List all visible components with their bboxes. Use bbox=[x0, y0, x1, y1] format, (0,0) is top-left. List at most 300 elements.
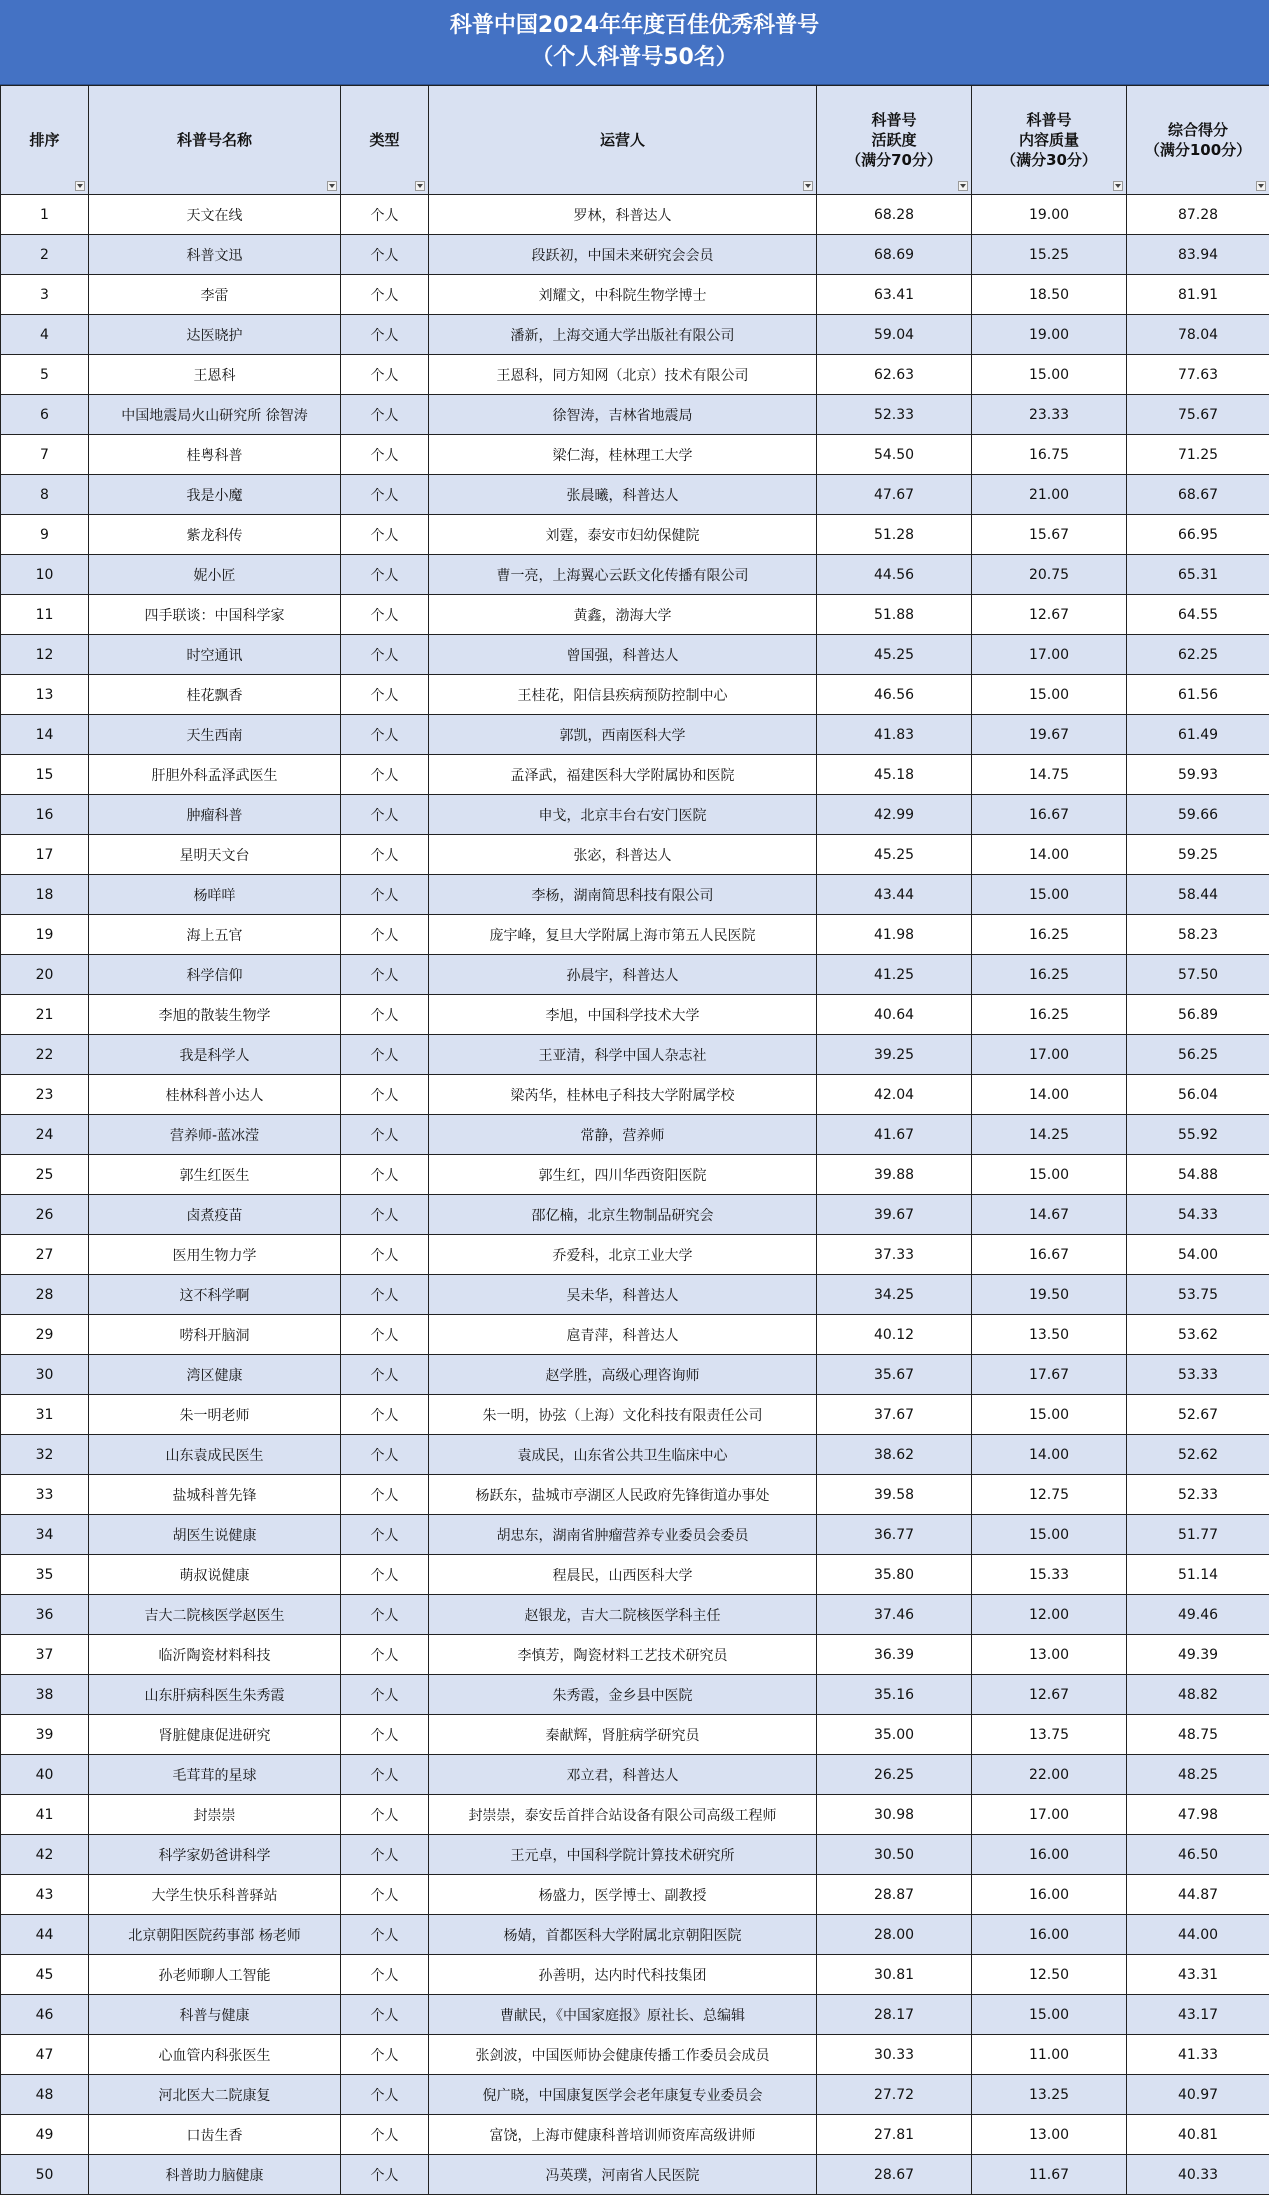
cell-rank[interactable]: 31 bbox=[1, 1395, 89, 1435]
cell-type[interactable]: 个人 bbox=[341, 1795, 429, 1835]
cell-activity-score[interactable]: 37.46 bbox=[817, 1595, 972, 1635]
cell-operator[interactable]: 郭生红，四川华西资阳医院 bbox=[429, 1155, 817, 1195]
filter-dropdown-icon[interactable] bbox=[415, 181, 425, 191]
cell-total-score[interactable]: 44.87 bbox=[1127, 1875, 1269, 1915]
cell-operator[interactable]: 封崇崇，泰安岳首拌合站设备有限公司高级工程师 bbox=[429, 1795, 817, 1835]
cell-quality-score[interactable]: 17.00 bbox=[972, 635, 1127, 675]
cell-rank[interactable]: 18 bbox=[1, 875, 89, 915]
cell-activity-score[interactable]: 28.87 bbox=[817, 1875, 972, 1915]
cell-activity-score[interactable]: 36.39 bbox=[817, 1635, 972, 1675]
cell-type[interactable]: 个人 bbox=[341, 1675, 429, 1715]
cell-quality-score[interactable]: 14.25 bbox=[972, 1115, 1127, 1155]
cell-operator[interactable]: 王亚清，科学中国人杂志社 bbox=[429, 1035, 817, 1075]
cell-account-name[interactable]: 科普助力脑健康 bbox=[89, 2155, 341, 2195]
cell-activity-score[interactable]: 28.67 bbox=[817, 2155, 972, 2195]
cell-rank[interactable]: 34 bbox=[1, 1515, 89, 1555]
cell-total-score[interactable]: 49.46 bbox=[1127, 1595, 1269, 1635]
cell-total-score[interactable]: 43.31 bbox=[1127, 1955, 1269, 1995]
cell-rank[interactable]: 35 bbox=[1, 1555, 89, 1595]
cell-rank[interactable]: 45 bbox=[1, 1955, 89, 1995]
cell-account-name[interactable]: 科普与健康 bbox=[89, 1995, 341, 2035]
cell-account-name[interactable]: 桂粤科普 bbox=[89, 435, 341, 475]
cell-activity-score[interactable]: 41.83 bbox=[817, 715, 972, 755]
cell-type[interactable]: 个人 bbox=[341, 355, 429, 395]
cell-rank[interactable]: 30 bbox=[1, 1355, 89, 1395]
cell-operator[interactable]: 罗林，科普达人 bbox=[429, 195, 817, 235]
cell-rank[interactable]: 4 bbox=[1, 315, 89, 355]
filter-dropdown-icon[interactable] bbox=[803, 181, 813, 191]
cell-quality-score[interactable]: 17.67 bbox=[972, 1355, 1127, 1395]
cell-quality-score[interactable]: 15.00 bbox=[972, 1995, 1127, 2035]
cell-rank[interactable]: 37 bbox=[1, 1635, 89, 1675]
cell-type[interactable]: 个人 bbox=[341, 1115, 429, 1155]
cell-rank[interactable]: 3 bbox=[1, 275, 89, 315]
cell-quality-score[interactable]: 14.00 bbox=[972, 1435, 1127, 1475]
cell-operator[interactable]: 杨跃东，盐城市亭湖区人民政府先锋街道办事处 bbox=[429, 1475, 817, 1515]
cell-activity-score[interactable]: 42.04 bbox=[817, 1075, 972, 1115]
cell-operator[interactable]: 倪广晓，中国康复医学会老年康复专业委员会 bbox=[429, 2075, 817, 2115]
cell-type[interactable]: 个人 bbox=[341, 275, 429, 315]
cell-activity-score[interactable]: 45.25 bbox=[817, 635, 972, 675]
cell-activity-score[interactable]: 63.41 bbox=[817, 275, 972, 315]
cell-operator[interactable]: 赵学胜，高级心理咨询师 bbox=[429, 1355, 817, 1395]
cell-rank[interactable]: 1 bbox=[1, 195, 89, 235]
cell-account-name[interactable]: 孙老师聊人工智能 bbox=[89, 1955, 341, 1995]
cell-total-score[interactable]: 53.33 bbox=[1127, 1355, 1269, 1395]
cell-rank[interactable]: 16 bbox=[1, 795, 89, 835]
filter-dropdown-icon[interactable] bbox=[327, 181, 337, 191]
cell-account-name[interactable]: 医用生物力学 bbox=[89, 1235, 341, 1275]
cell-account-name[interactable]: 肾脏健康促进研究 bbox=[89, 1715, 341, 1755]
cell-total-score[interactable]: 49.39 bbox=[1127, 1635, 1269, 1675]
cell-account-name[interactable]: 肝胆外科孟泽武医生 bbox=[89, 755, 341, 795]
cell-type[interactable]: 个人 bbox=[341, 755, 429, 795]
cell-type[interactable]: 个人 bbox=[341, 235, 429, 275]
cell-total-score[interactable]: 65.31 bbox=[1127, 555, 1269, 595]
cell-total-score[interactable]: 56.89 bbox=[1127, 995, 1269, 1035]
cell-quality-score[interactable]: 14.00 bbox=[972, 1075, 1127, 1115]
cell-type[interactable]: 个人 bbox=[341, 1315, 429, 1355]
cell-operator[interactable]: 李杨，湖南简思科技有限公司 bbox=[429, 875, 817, 915]
cell-activity-score[interactable]: 62.63 bbox=[817, 355, 972, 395]
cell-quality-score[interactable]: 16.25 bbox=[972, 915, 1127, 955]
cell-total-score[interactable]: 43.17 bbox=[1127, 1995, 1269, 2035]
cell-total-score[interactable]: 59.93 bbox=[1127, 755, 1269, 795]
cell-rank[interactable]: 42 bbox=[1, 1835, 89, 1875]
cell-total-score[interactable]: 55.92 bbox=[1127, 1115, 1269, 1155]
cell-operator[interactable]: 袁成民，山东省公共卫生临床中心 bbox=[429, 1435, 817, 1475]
cell-total-score[interactable]: 81.91 bbox=[1127, 275, 1269, 315]
cell-account-name[interactable]: 吉大二院核医学赵医生 bbox=[89, 1595, 341, 1635]
cell-rank[interactable]: 50 bbox=[1, 2155, 89, 2195]
cell-type[interactable]: 个人 bbox=[341, 1915, 429, 1955]
cell-rank[interactable]: 8 bbox=[1, 475, 89, 515]
cell-rank[interactable]: 41 bbox=[1, 1795, 89, 1835]
cell-total-score[interactable]: 52.62 bbox=[1127, 1435, 1269, 1475]
cell-activity-score[interactable]: 38.62 bbox=[817, 1435, 972, 1475]
cell-account-name[interactable]: 营养师-蓝冰滢 bbox=[89, 1115, 341, 1155]
cell-rank[interactable]: 15 bbox=[1, 755, 89, 795]
cell-type[interactable]: 个人 bbox=[341, 1555, 429, 1595]
cell-quality-score[interactable]: 19.00 bbox=[972, 315, 1127, 355]
cell-type[interactable]: 个人 bbox=[341, 715, 429, 755]
cell-operator[interactable]: 刘霆，泰安市妇幼保健院 bbox=[429, 515, 817, 555]
cell-account-name[interactable]: 胡医生说健康 bbox=[89, 1515, 341, 1555]
cell-total-score[interactable]: 40.97 bbox=[1127, 2075, 1269, 2115]
cell-type[interactable]: 个人 bbox=[341, 2155, 429, 2195]
cell-total-score[interactable]: 48.82 bbox=[1127, 1675, 1269, 1715]
cell-account-name[interactable]: 我是科学人 bbox=[89, 1035, 341, 1075]
cell-account-name[interactable]: 口齿生香 bbox=[89, 2115, 341, 2155]
cell-activity-score[interactable]: 37.67 bbox=[817, 1395, 972, 1435]
cell-account-name[interactable]: 李雷 bbox=[89, 275, 341, 315]
cell-quality-score[interactable]: 16.00 bbox=[972, 1915, 1127, 1955]
cell-type[interactable]: 个人 bbox=[341, 875, 429, 915]
cell-activity-score[interactable]: 39.58 bbox=[817, 1475, 972, 1515]
cell-type[interactable]: 个人 bbox=[341, 1875, 429, 1915]
cell-type[interactable]: 个人 bbox=[341, 1355, 429, 1395]
cell-operator[interactable]: 刘耀文，中科院生物学博士 bbox=[429, 275, 817, 315]
cell-rank[interactable]: 33 bbox=[1, 1475, 89, 1515]
cell-total-score[interactable]: 53.75 bbox=[1127, 1275, 1269, 1315]
cell-account-name[interactable]: 郭生红医生 bbox=[89, 1155, 341, 1195]
cell-operator[interactable]: 庞宇峰，复旦大学附属上海市第五人民医院 bbox=[429, 915, 817, 955]
cell-activity-score[interactable]: 44.56 bbox=[817, 555, 972, 595]
cell-operator[interactable]: 李慎芳，陶瓷材料工艺技术研究员 bbox=[429, 1635, 817, 1675]
cell-quality-score[interactable]: 19.00 bbox=[972, 195, 1127, 235]
cell-total-score[interactable]: 47.98 bbox=[1127, 1795, 1269, 1835]
cell-activity-score[interactable]: 41.98 bbox=[817, 915, 972, 955]
cell-quality-score[interactable]: 12.67 bbox=[972, 1675, 1127, 1715]
filter-dropdown-icon[interactable] bbox=[75, 181, 85, 191]
cell-rank[interactable]: 40 bbox=[1, 1755, 89, 1795]
cell-rank[interactable]: 9 bbox=[1, 515, 89, 555]
cell-operator[interactable]: 王元卓，中国科学院计算技术研究所 bbox=[429, 1835, 817, 1875]
cell-rank[interactable]: 26 bbox=[1, 1195, 89, 1235]
cell-operator[interactable]: 李旭，中国科学技术大学 bbox=[429, 995, 817, 1035]
cell-type[interactable]: 个人 bbox=[341, 1035, 429, 1075]
cell-rank[interactable]: 28 bbox=[1, 1275, 89, 1315]
cell-quality-score[interactable]: 16.00 bbox=[972, 1835, 1127, 1875]
cell-type[interactable]: 个人 bbox=[341, 1715, 429, 1755]
cell-total-score[interactable]: 58.44 bbox=[1127, 875, 1269, 915]
cell-rank[interactable]: 17 bbox=[1, 835, 89, 875]
cell-activity-score[interactable]: 51.88 bbox=[817, 595, 972, 635]
cell-total-score[interactable]: 66.95 bbox=[1127, 515, 1269, 555]
filter-dropdown-icon[interactable] bbox=[1256, 181, 1266, 191]
cell-rank[interactable]: 44 bbox=[1, 1915, 89, 1955]
cell-type[interactable]: 个人 bbox=[341, 2035, 429, 2075]
cell-account-name[interactable]: 我是小魔 bbox=[89, 475, 341, 515]
cell-rank[interactable]: 25 bbox=[1, 1155, 89, 1195]
cell-account-name[interactable]: 这不科学啊 bbox=[89, 1275, 341, 1315]
cell-account-name[interactable]: 唠科开脑洞 bbox=[89, 1315, 341, 1355]
cell-rank[interactable]: 32 bbox=[1, 1435, 89, 1475]
cell-total-score[interactable]: 51.77 bbox=[1127, 1515, 1269, 1555]
cell-activity-score[interactable]: 27.72 bbox=[817, 2075, 972, 2115]
cell-type[interactable]: 个人 bbox=[341, 435, 429, 475]
cell-quality-score[interactable]: 16.25 bbox=[972, 995, 1127, 1035]
cell-type[interactable]: 个人 bbox=[341, 555, 429, 595]
cell-total-score[interactable]: 62.25 bbox=[1127, 635, 1269, 675]
cell-quality-score[interactable]: 15.67 bbox=[972, 515, 1127, 555]
cell-account-name[interactable]: 李旭的散装生物学 bbox=[89, 995, 341, 1035]
cell-total-score[interactable]: 87.28 bbox=[1127, 195, 1269, 235]
cell-activity-score[interactable]: 46.56 bbox=[817, 675, 972, 715]
cell-rank[interactable]: 46 bbox=[1, 1995, 89, 2035]
cell-operator[interactable]: 扈青萍，科普达人 bbox=[429, 1315, 817, 1355]
cell-quality-score[interactable]: 16.67 bbox=[972, 795, 1127, 835]
cell-type[interactable]: 个人 bbox=[341, 515, 429, 555]
cell-rank[interactable]: 10 bbox=[1, 555, 89, 595]
cell-account-name[interactable]: 科普文迅 bbox=[89, 235, 341, 275]
cell-type[interactable]: 个人 bbox=[341, 595, 429, 635]
cell-total-score[interactable]: 64.55 bbox=[1127, 595, 1269, 635]
cell-activity-score[interactable]: 35.80 bbox=[817, 1555, 972, 1595]
cell-operator[interactable]: 杨婧，首都医科大学附属北京朝阳医院 bbox=[429, 1915, 817, 1955]
cell-type[interactable]: 个人 bbox=[341, 1155, 429, 1195]
cell-quality-score[interactable]: 15.00 bbox=[972, 355, 1127, 395]
cell-account-name[interactable]: 星明天文台 bbox=[89, 835, 341, 875]
cell-rank[interactable]: 29 bbox=[1, 1315, 89, 1355]
cell-activity-score[interactable]: 35.67 bbox=[817, 1355, 972, 1395]
cell-activity-score[interactable]: 35.16 bbox=[817, 1675, 972, 1715]
cell-rank[interactable]: 14 bbox=[1, 715, 89, 755]
cell-account-name[interactable]: 桂花飘香 bbox=[89, 675, 341, 715]
cell-quality-score[interactable]: 17.00 bbox=[972, 1035, 1127, 1075]
cell-account-name[interactable]: 杨咩咩 bbox=[89, 875, 341, 915]
cell-type[interactable]: 个人 bbox=[341, 1955, 429, 1995]
cell-activity-score[interactable]: 54.50 bbox=[817, 435, 972, 475]
cell-quality-score[interactable]: 11.67 bbox=[972, 2155, 1127, 2195]
cell-quality-score[interactable]: 19.50 bbox=[972, 1275, 1127, 1315]
cell-quality-score[interactable]: 15.00 bbox=[972, 1155, 1127, 1195]
cell-activity-score[interactable]: 39.67 bbox=[817, 1195, 972, 1235]
cell-quality-score[interactable]: 16.25 bbox=[972, 955, 1127, 995]
cell-account-name[interactable]: 山东肝病科医生朱秀霞 bbox=[89, 1675, 341, 1715]
cell-operator[interactable]: 乔爱科，北京工业大学 bbox=[429, 1235, 817, 1275]
cell-account-name[interactable]: 朱一明老师 bbox=[89, 1395, 341, 1435]
cell-quality-score[interactable]: 16.67 bbox=[972, 1235, 1127, 1275]
cell-account-name[interactable]: 湾区健康 bbox=[89, 1355, 341, 1395]
cell-activity-score[interactable]: 30.81 bbox=[817, 1955, 972, 1995]
cell-activity-score[interactable]: 40.12 bbox=[817, 1315, 972, 1355]
cell-activity-score[interactable]: 43.44 bbox=[817, 875, 972, 915]
cell-type[interactable]: 个人 bbox=[341, 395, 429, 435]
cell-operator[interactable]: 秦献辉，肾脏病学研究员 bbox=[429, 1715, 817, 1755]
cell-operator[interactable]: 王桂花，阳信县疾病预防控制中心 bbox=[429, 675, 817, 715]
cell-quality-score[interactable]: 13.25 bbox=[972, 2075, 1127, 2115]
cell-operator[interactable]: 吴未华，科普达人 bbox=[429, 1275, 817, 1315]
cell-rank[interactable]: 36 bbox=[1, 1595, 89, 1635]
cell-operator[interactable]: 段跃初，中国未来研究会会员 bbox=[429, 235, 817, 275]
cell-operator[interactable]: 孙晨宇，科普达人 bbox=[429, 955, 817, 995]
cell-activity-score[interactable]: 41.25 bbox=[817, 955, 972, 995]
cell-rank[interactable]: 22 bbox=[1, 1035, 89, 1075]
cell-total-score[interactable]: 48.75 bbox=[1127, 1715, 1269, 1755]
cell-account-name[interactable]: 盐城科普先锋 bbox=[89, 1475, 341, 1515]
cell-account-name[interactable]: 中国地震局火山研究所 徐智涛 bbox=[89, 395, 341, 435]
cell-type[interactable]: 个人 bbox=[341, 1515, 429, 1555]
cell-activity-score[interactable]: 30.33 bbox=[817, 2035, 972, 2075]
cell-rank[interactable]: 38 bbox=[1, 1675, 89, 1715]
cell-type[interactable]: 个人 bbox=[341, 1395, 429, 1435]
cell-activity-score[interactable]: 51.28 bbox=[817, 515, 972, 555]
filter-dropdown-icon[interactable] bbox=[1113, 181, 1123, 191]
cell-operator[interactable]: 徐智涛，吉林省地震局 bbox=[429, 395, 817, 435]
cell-account-name[interactable]: 海上五官 bbox=[89, 915, 341, 955]
cell-type[interactable]: 个人 bbox=[341, 1835, 429, 1875]
cell-type[interactable]: 个人 bbox=[341, 1435, 429, 1475]
cell-activity-score[interactable]: 27.81 bbox=[817, 2115, 972, 2155]
cell-account-name[interactable]: 妮小匠 bbox=[89, 555, 341, 595]
cell-total-score[interactable]: 52.67 bbox=[1127, 1395, 1269, 1435]
cell-account-name[interactable]: 卤煮疫苗 bbox=[89, 1195, 341, 1235]
cell-operator[interactable]: 杨盛力，医学博士、副教授 bbox=[429, 1875, 817, 1915]
cell-operator[interactable]: 邓立君，科普达人 bbox=[429, 1755, 817, 1795]
cell-total-score[interactable]: 40.81 bbox=[1127, 2115, 1269, 2155]
cell-quality-score[interactable]: 15.00 bbox=[972, 875, 1127, 915]
cell-account-name[interactable]: 科学信仰 bbox=[89, 955, 341, 995]
cell-operator[interactable]: 梁仁海，桂林理工大学 bbox=[429, 435, 817, 475]
cell-quality-score[interactable]: 18.50 bbox=[972, 275, 1127, 315]
cell-account-name[interactable]: 肿瘤科普 bbox=[89, 795, 341, 835]
cell-activity-score[interactable]: 30.50 bbox=[817, 1835, 972, 1875]
cell-quality-score[interactable]: 13.00 bbox=[972, 1635, 1127, 1675]
cell-operator[interactable]: 黄鑫，渤海大学 bbox=[429, 595, 817, 635]
cell-total-score[interactable]: 52.33 bbox=[1127, 1475, 1269, 1515]
cell-quality-score[interactable]: 15.00 bbox=[972, 1515, 1127, 1555]
cell-activity-score[interactable]: 59.04 bbox=[817, 315, 972, 355]
cell-total-score[interactable]: 48.25 bbox=[1127, 1755, 1269, 1795]
cell-activity-score[interactable]: 68.69 bbox=[817, 235, 972, 275]
cell-rank[interactable]: 39 bbox=[1, 1715, 89, 1755]
cell-operator[interactable]: 常静，营养师 bbox=[429, 1115, 817, 1155]
cell-quality-score[interactable]: 15.00 bbox=[972, 675, 1127, 715]
cell-total-score[interactable]: 58.23 bbox=[1127, 915, 1269, 955]
cell-total-score[interactable]: 41.33 bbox=[1127, 2035, 1269, 2075]
cell-operator[interactable]: 张剑波，中国医师协会健康传播工作委员会成员 bbox=[429, 2035, 817, 2075]
cell-rank[interactable]: 27 bbox=[1, 1235, 89, 1275]
cell-operator[interactable]: 孙善明，达内时代科技集团 bbox=[429, 1955, 817, 1995]
cell-total-score[interactable]: 77.63 bbox=[1127, 355, 1269, 395]
cell-total-score[interactable]: 71.25 bbox=[1127, 435, 1269, 475]
cell-operator[interactable]: 张晨曦，科普达人 bbox=[429, 475, 817, 515]
cell-quality-score[interactable]: 13.00 bbox=[972, 2115, 1127, 2155]
cell-type[interactable]: 个人 bbox=[341, 955, 429, 995]
cell-activity-score[interactable]: 34.25 bbox=[817, 1275, 972, 1315]
cell-rank[interactable]: 19 bbox=[1, 915, 89, 955]
cell-activity-score[interactable]: 45.25 bbox=[817, 835, 972, 875]
cell-account-name[interactable]: 王恩科 bbox=[89, 355, 341, 395]
cell-account-name[interactable]: 毛茸茸的星球 bbox=[89, 1755, 341, 1795]
cell-operator[interactable]: 孟泽武，福建医科大学附属协和医院 bbox=[429, 755, 817, 795]
cell-quality-score[interactable]: 14.67 bbox=[972, 1195, 1127, 1235]
cell-type[interactable]: 个人 bbox=[341, 675, 429, 715]
cell-quality-score[interactable]: 17.00 bbox=[972, 1795, 1127, 1835]
cell-activity-score[interactable]: 68.28 bbox=[817, 195, 972, 235]
cell-total-score[interactable]: 75.67 bbox=[1127, 395, 1269, 435]
cell-total-score[interactable]: 54.00 bbox=[1127, 1235, 1269, 1275]
cell-activity-score[interactable]: 39.88 bbox=[817, 1155, 972, 1195]
cell-operator[interactable]: 富饶，上海市健康科普培训师资库高级讲师 bbox=[429, 2115, 817, 2155]
cell-type[interactable]: 个人 bbox=[341, 1995, 429, 2035]
cell-total-score[interactable]: 78.04 bbox=[1127, 315, 1269, 355]
cell-rank[interactable]: 6 bbox=[1, 395, 89, 435]
cell-operator[interactable]: 冯英璞，河南省人民医院 bbox=[429, 2155, 817, 2195]
cell-account-name[interactable]: 四手联谈：中国科学家 bbox=[89, 595, 341, 635]
cell-total-score[interactable]: 54.33 bbox=[1127, 1195, 1269, 1235]
cell-total-score[interactable]: 83.94 bbox=[1127, 235, 1269, 275]
cell-type[interactable]: 个人 bbox=[341, 1595, 429, 1635]
cell-account-name[interactable]: 北京朝阳医院药事部 杨老师 bbox=[89, 1915, 341, 1955]
cell-rank[interactable]: 23 bbox=[1, 1075, 89, 1115]
cell-type[interactable]: 个人 bbox=[341, 315, 429, 355]
cell-operator[interactable]: 张宓，科普达人 bbox=[429, 835, 817, 875]
cell-account-name[interactable]: 大学生快乐科普驿站 bbox=[89, 1875, 341, 1915]
cell-rank[interactable]: 13 bbox=[1, 675, 89, 715]
cell-activity-score[interactable]: 37.33 bbox=[817, 1235, 972, 1275]
cell-type[interactable]: 个人 bbox=[341, 1235, 429, 1275]
cell-operator[interactable]: 曹一亮，上海翼心云跃文化传播有限公司 bbox=[429, 555, 817, 595]
cell-quality-score[interactable]: 15.25 bbox=[972, 235, 1127, 275]
cell-quality-score[interactable]: 19.67 bbox=[972, 715, 1127, 755]
cell-quality-score[interactable]: 13.75 bbox=[972, 1715, 1127, 1755]
cell-total-score[interactable]: 40.33 bbox=[1127, 2155, 1269, 2195]
cell-activity-score[interactable]: 28.17 bbox=[817, 1995, 972, 2035]
cell-rank[interactable]: 11 bbox=[1, 595, 89, 635]
cell-type[interactable]: 个人 bbox=[341, 835, 429, 875]
cell-activity-score[interactable]: 45.18 bbox=[817, 755, 972, 795]
cell-account-name[interactable]: 科学家奶爸讲科学 bbox=[89, 1835, 341, 1875]
filter-dropdown-icon[interactable] bbox=[958, 181, 968, 191]
cell-operator[interactable]: 王恩科，同方知网（北京）技术有限公司 bbox=[429, 355, 817, 395]
cell-account-name[interactable]: 萌叔说健康 bbox=[89, 1555, 341, 1595]
cell-operator[interactable]: 邵亿楠，北京生物制品研究会 bbox=[429, 1195, 817, 1235]
cell-activity-score[interactable]: 26.25 bbox=[817, 1755, 972, 1795]
cell-quality-score[interactable]: 16.00 bbox=[972, 1875, 1127, 1915]
cell-activity-score[interactable]: 47.67 bbox=[817, 475, 972, 515]
cell-rank[interactable]: 12 bbox=[1, 635, 89, 675]
cell-account-name[interactable]: 河北医大二院康复 bbox=[89, 2075, 341, 2115]
cell-rank[interactable]: 20 bbox=[1, 955, 89, 995]
cell-activity-score[interactable]: 28.00 bbox=[817, 1915, 972, 1955]
cell-quality-score[interactable]: 22.00 bbox=[972, 1755, 1127, 1795]
cell-quality-score[interactable]: 12.00 bbox=[972, 1595, 1127, 1635]
cell-account-name[interactable]: 天生西南 bbox=[89, 715, 341, 755]
cell-total-score[interactable]: 44.00 bbox=[1127, 1915, 1269, 1955]
cell-type[interactable]: 个人 bbox=[341, 2075, 429, 2115]
cell-account-name[interactable]: 山东袁成民医生 bbox=[89, 1435, 341, 1475]
cell-rank[interactable]: 49 bbox=[1, 2115, 89, 2155]
cell-activity-score[interactable]: 39.25 bbox=[817, 1035, 972, 1075]
cell-operator[interactable]: 郭凯，西南医科大学 bbox=[429, 715, 817, 755]
cell-account-name[interactable]: 封崇崇 bbox=[89, 1795, 341, 1835]
cell-rank[interactable]: 43 bbox=[1, 1875, 89, 1915]
cell-activity-score[interactable]: 52.33 bbox=[817, 395, 972, 435]
cell-quality-score[interactable]: 15.33 bbox=[972, 1555, 1127, 1595]
cell-type[interactable]: 个人 bbox=[341, 475, 429, 515]
cell-quality-score[interactable]: 12.75 bbox=[972, 1475, 1127, 1515]
cell-total-score[interactable]: 46.50 bbox=[1127, 1835, 1269, 1875]
cell-type[interactable]: 个人 bbox=[341, 2115, 429, 2155]
cell-total-score[interactable]: 53.62 bbox=[1127, 1315, 1269, 1355]
cell-type[interactable]: 个人 bbox=[341, 1635, 429, 1675]
cell-activity-score[interactable]: 36.77 bbox=[817, 1515, 972, 1555]
cell-quality-score[interactable]: 12.50 bbox=[972, 1955, 1127, 1995]
cell-account-name[interactable]: 达医晓护 bbox=[89, 315, 341, 355]
cell-total-score[interactable]: 68.67 bbox=[1127, 475, 1269, 515]
